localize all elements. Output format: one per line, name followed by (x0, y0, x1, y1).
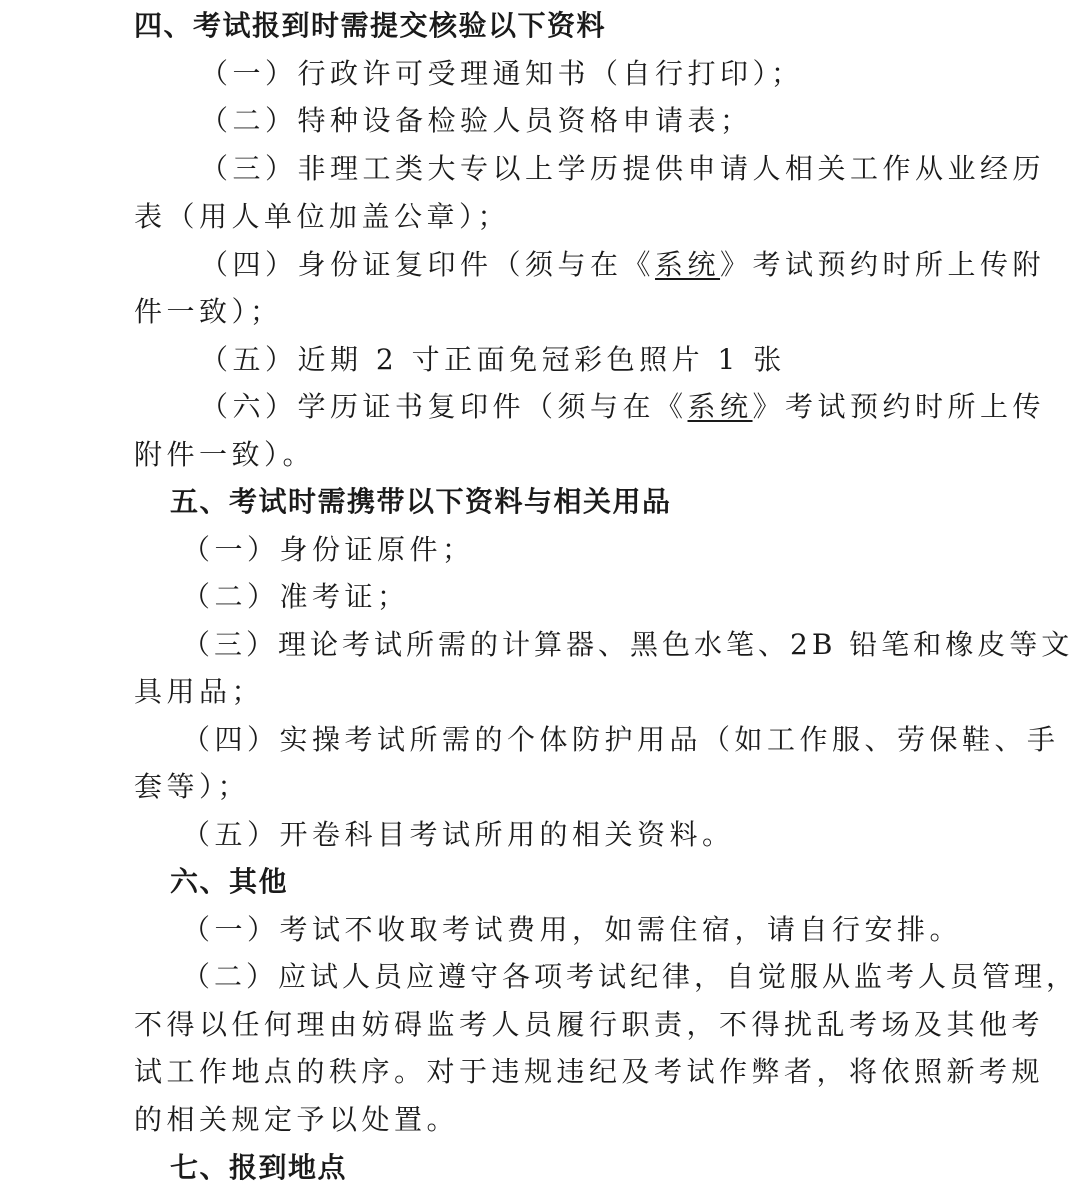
system-underlined-text: 系统 (655, 248, 721, 281)
section-5-item-5: （五）开卷科目考试所用的相关资料。 (182, 818, 735, 851)
section-6-item-2-line-4: 的相关规定予以处置。 (134, 1103, 460, 1136)
section-6-heading: 六、其他 (170, 865, 289, 898)
section-5-item-3-line-2: 具用品； (134, 675, 265, 708)
section-4-item-6-line-1 (200, 389, 1045, 425)
section-5-item-4-line-1: （四）实操考试所需的个体防护用品（如工作服、劳保鞋、手 (182, 723, 1060, 756)
section-4-item-4-line-2: 件一致）； (134, 295, 283, 328)
section-5-item-2: （二）准考证； (182, 580, 410, 613)
system-underlined-text: 系统 (687, 390, 753, 423)
section-6-item-1: （一）考试不收取考试费用，如需住宿，请自行安排。 (182, 913, 963, 946)
section-4-item-4-line-1 (200, 247, 1045, 283)
section-4-item-6-line-2: 附件一致）。 (134, 438, 316, 471)
section-4-heading: 四、考试报到时需提交核验以下资料 (134, 9, 607, 42)
item-6-text-post: 》考试预约时所上传 (752, 390, 1046, 423)
section-4-item-2: （二）特种设备检验人员资格申请表； (200, 104, 753, 137)
section-6-item-2-line-1: （二）应试人员应遵守各项考试纪律，自觉服从监考人员管理， (182, 960, 1079, 993)
section-5-item-1: （一）身份证原件； (182, 533, 475, 566)
section-6-item-2-line-3: 试工作地点的秩序。对于违规违纪及考试作弊者，将依照新考规 (134, 1055, 1045, 1088)
section-5-heading: 五、考试时需携带以下资料与相关用品 (170, 485, 672, 518)
section-5-item-3-line-1: （三）理论考试所需的计算器、黑色水笔、2B 铅笔和橡皮等文 (182, 628, 1074, 661)
section-6-item-2-line-2: 不得以任何理由妨碍监考人员履行职责，不得扰乱考场及其他考 (134, 1008, 1045, 1041)
section-4-item-3-line-1: （三）非理工类大专以上学历提供申请人相关工作从业经历 (200, 152, 1046, 185)
section-4-item-5: （五）近期 2 寸正面免冠彩色照片 1 张 (200, 343, 786, 376)
item-4-text-post: 》考试预约时所上传附 (720, 248, 1046, 281)
section-5-item-4-line-2: 套等）； (134, 770, 251, 803)
section-7-heading: 七、报到地点 (170, 1151, 348, 1184)
section-4-item-1: （一）行政许可受理通知书（自行打印）； (200, 57, 804, 90)
section-4-item-3-line-2: 表（用人单位加盖公章）； (134, 200, 511, 233)
item-4-text-pre: （四）身份证复印件（须与在《 (200, 248, 656, 281)
item-6-text-pre: （六）学历证书复印件（须与在《 (200, 390, 688, 423)
